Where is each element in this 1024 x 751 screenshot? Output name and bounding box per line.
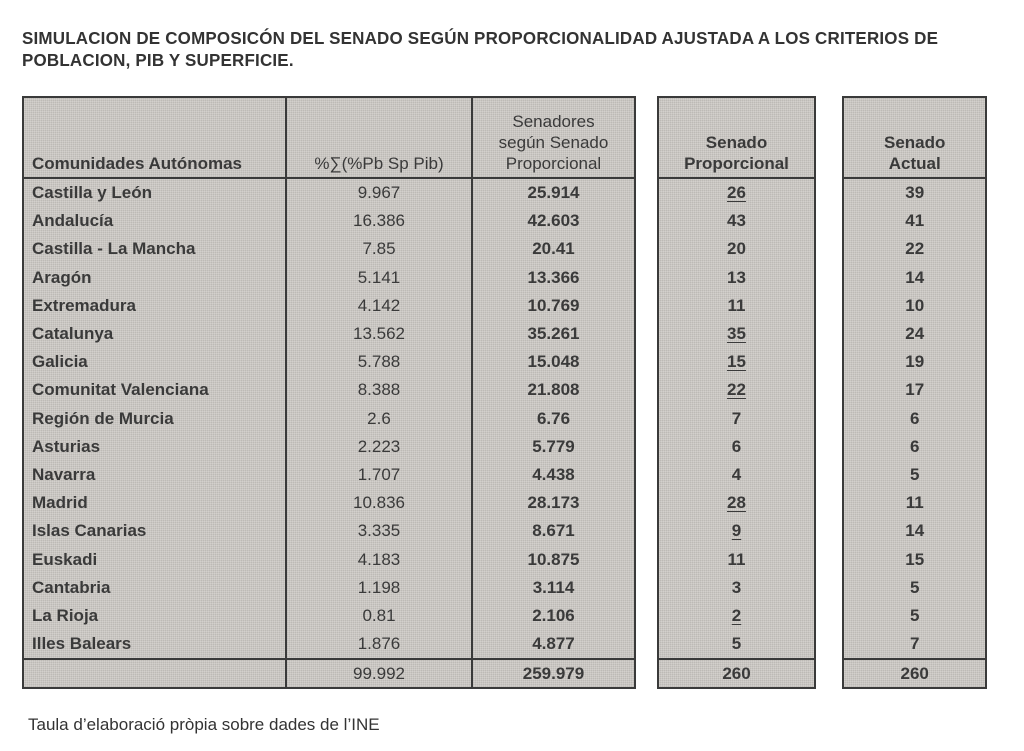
table-row [843, 235, 986, 263]
table-row [843, 320, 986, 348]
main-table-body [23, 178, 635, 659]
cell-community: Castilla y León [23, 178, 286, 207]
cell-senators: 5.779 [532, 436, 575, 456]
cell-current: 24 [905, 324, 925, 344]
cell-weighted-pct: 1.707 [286, 461, 472, 489]
table-row [23, 264, 635, 292]
header-row [843, 97, 986, 178]
cell-current: 39 [905, 183, 925, 203]
table-row [658, 320, 815, 348]
document-title: SIMULACION DE COMPOSICÓN DEL SENADO SEGÚN PROPORCIONALIDAD AJUSTADA A LOS CRITERIOS DE POBLACION, PIB Y SUPERFICIE. [22, 28, 939, 70]
total-proportional: 260 [658, 659, 815, 688]
table-row [843, 489, 986, 517]
proportional-value: 22 [727, 380, 746, 400]
header-community: Comunidades Autónomas [23, 97, 286, 178]
cell-weighted-pct: 5.141 [286, 264, 472, 292]
cell-current: 5 [909, 464, 920, 484]
cell-proportional [658, 433, 815, 461]
cell-current: 6 [909, 436, 920, 456]
total-community [23, 659, 286, 688]
cell-current: 11 [905, 493, 924, 513]
totals-row [23, 659, 635, 688]
cell-current: 19 [905, 352, 925, 372]
table-row [23, 517, 635, 545]
proportional-value: 20 [727, 239, 746, 259]
header-proportional-senate: Senado Proporcional [658, 97, 815, 178]
cell-community: Asturias [23, 433, 286, 461]
table-row [843, 207, 986, 235]
cell-senators: 42.603 [527, 211, 580, 231]
cell-proportional [658, 320, 815, 348]
cell-weighted-pct: 0.81 [286, 602, 472, 630]
table-row [658, 178, 815, 207]
cell-senators: 3.114 [532, 577, 575, 597]
cell-community: Andalucía [23, 207, 286, 235]
table-row [843, 461, 986, 489]
cell-weighted-pct: 1.198 [286, 574, 472, 602]
table-row [658, 630, 815, 659]
cell-current: 7 [909, 634, 920, 654]
table-row [23, 489, 635, 517]
table-row [658, 348, 815, 376]
table-row [658, 545, 815, 573]
table-row [23, 376, 635, 404]
table-row [23, 630, 635, 659]
table-row [23, 292, 635, 320]
cell-community: Euskadi [23, 545, 286, 573]
cell-weighted-pct: 2.223 [286, 433, 472, 461]
current-senate-body [843, 178, 986, 659]
table-row [658, 517, 815, 545]
table-row [658, 376, 815, 404]
cell-senators: 21.808 [527, 380, 580, 400]
table-row [843, 348, 986, 376]
table-row [23, 433, 635, 461]
cell-weighted-pct: 16.386 [286, 207, 472, 235]
cell-senators: 4.438 [532, 464, 575, 484]
cell-senators: 4.877 [532, 634, 575, 654]
cell-senators: 15.048 [527, 352, 580, 372]
table-row [658, 489, 815, 517]
table-row [658, 405, 815, 433]
cell-community: Extremadura [23, 292, 286, 320]
table-row [658, 433, 815, 461]
cell-weighted-pct: 9.967 [286, 178, 472, 207]
proportional-value: 26 [727, 183, 746, 203]
cell-current: 14 [905, 267, 925, 287]
cell-current: 14 [905, 521, 925, 541]
total-weighted-pct: 99.992 [286, 659, 472, 688]
cell-community: Comunitat Valenciana [23, 376, 286, 404]
cell-community: Galicia [23, 348, 286, 376]
proportional-value: 11 [727, 549, 746, 569]
cell-senators: 10.769 [527, 295, 580, 315]
table-row [23, 461, 635, 489]
proportional-senate-table [657, 96, 816, 689]
cell-community: Castilla - La Mancha [23, 235, 286, 263]
cell-senators: 8.671 [532, 521, 575, 541]
proportional-value: 13 [727, 267, 746, 287]
cell-community: La Rioja [23, 602, 286, 630]
cell-proportional [658, 376, 815, 404]
cell-community: Catalunya [23, 320, 286, 348]
proportional-value: 43 [727, 211, 746, 231]
header-row [658, 97, 815, 178]
table-row [843, 545, 986, 573]
table-row [23, 574, 635, 602]
total-current: 260 [843, 659, 986, 688]
table-row [843, 264, 986, 292]
cell-proportional [658, 545, 815, 573]
current-senate-table [842, 96, 987, 689]
cell-proportional [658, 574, 815, 602]
cell-proportional [658, 348, 815, 376]
cell-weighted-pct: 4.183 [286, 545, 472, 573]
table-row [843, 630, 986, 659]
cell-community: Islas Canarias [23, 517, 286, 545]
cell-senators: 13.366 [527, 267, 580, 287]
cell-weighted-pct: 1.876 [286, 630, 472, 659]
header-senators-by-proportional: Senadores según Senado Proporcional [472, 97, 635, 178]
cell-proportional [658, 292, 815, 320]
cell-senators: 2.106 [532, 605, 575, 625]
cell-senators: 6.76 [536, 408, 571, 428]
table-row [843, 517, 986, 545]
cell-weighted-pct: 10.836 [286, 489, 472, 517]
cell-proportional [658, 602, 815, 630]
cell-weighted-pct: 8.388 [286, 376, 472, 404]
table-row [23, 405, 635, 433]
cell-current: 6 [909, 408, 920, 428]
proportional-value: 11 [727, 295, 746, 315]
table-row [658, 461, 815, 489]
header-weighted-pct: %∑(%Pb Sp Pib) [286, 97, 472, 178]
cell-current: 5 [909, 605, 920, 625]
table-row [23, 178, 635, 207]
totals-row [658, 659, 815, 688]
table-row [658, 574, 815, 602]
proportional-value: 35 [727, 324, 746, 344]
total-senators: 259.979 [472, 659, 635, 688]
proportional-value: 15 [727, 352, 746, 372]
cell-community: Navarra [23, 461, 286, 489]
table-row [658, 207, 815, 235]
cell-senators: 20.41 [532, 239, 575, 259]
cell-weighted-pct: 7.85 [286, 235, 472, 263]
cell-senators: 35.261 [527, 324, 580, 344]
cell-senators: 28.173 [527, 493, 580, 513]
header-row [23, 97, 635, 178]
header-current-senate: Senado Actual [843, 97, 986, 178]
table-row [843, 376, 986, 404]
proportional-value: 28 [727, 493, 746, 513]
cell-community: Illes Balears [23, 630, 286, 659]
cell-current: 22 [905, 239, 925, 259]
proportional-value: 4 [731, 464, 742, 484]
cell-proportional [658, 630, 815, 659]
cell-proportional [658, 178, 815, 207]
proportional-value: 7 [731, 408, 742, 428]
table-row [658, 602, 815, 630]
table-row [23, 602, 635, 630]
table-row [23, 207, 635, 235]
table-row [23, 348, 635, 376]
cell-proportional [658, 461, 815, 489]
table-row [843, 433, 986, 461]
cell-proportional [658, 207, 815, 235]
cell-weighted-pct: 5.788 [286, 348, 472, 376]
table-row [23, 320, 635, 348]
table-row [843, 292, 986, 320]
proportional-value: 6 [731, 436, 742, 456]
cell-community: Cantabria [23, 574, 286, 602]
table-row [658, 292, 815, 320]
table-row [843, 574, 986, 602]
cell-senators: 25.914 [527, 183, 580, 203]
table-row [23, 235, 635, 263]
cell-proportional [658, 489, 815, 517]
cell-community: Región de Murcia [23, 405, 286, 433]
table-row [843, 178, 986, 207]
cell-current: 17 [905, 380, 925, 400]
cell-weighted-pct: 2.6 [286, 405, 472, 433]
source-caption: Taula d’elaboració pròpia sobre dades de l’INE [28, 715, 380, 734]
proportional-value: 5 [731, 634, 742, 654]
table-row [658, 235, 815, 263]
table-row [843, 405, 986, 433]
cell-proportional [658, 264, 815, 292]
cell-current: 10 [905, 295, 925, 315]
cell-proportional [658, 517, 815, 545]
cell-current: 41 [905, 211, 925, 231]
cell-weighted-pct: 3.335 [286, 517, 472, 545]
cell-weighted-pct: 13.562 [286, 320, 472, 348]
table-row [658, 264, 815, 292]
cell-current: 15 [905, 549, 925, 569]
cell-community: Aragón [23, 264, 286, 292]
table-row [843, 602, 986, 630]
proportional-value: 3 [731, 577, 742, 597]
main-table [22, 96, 636, 689]
cell-proportional [658, 405, 815, 433]
totals-row [843, 659, 986, 688]
table-row [23, 545, 635, 573]
cell-proportional [658, 235, 815, 263]
cell-senators: 10.875 [527, 549, 580, 569]
proportional-value: 9 [731, 521, 742, 541]
cell-current: 5 [909, 577, 920, 597]
cell-community: Madrid [23, 489, 286, 517]
proportional-value: 2 [731, 605, 742, 625]
cell-weighted-pct: 4.142 [286, 292, 472, 320]
proportional-senate-body [658, 178, 815, 659]
